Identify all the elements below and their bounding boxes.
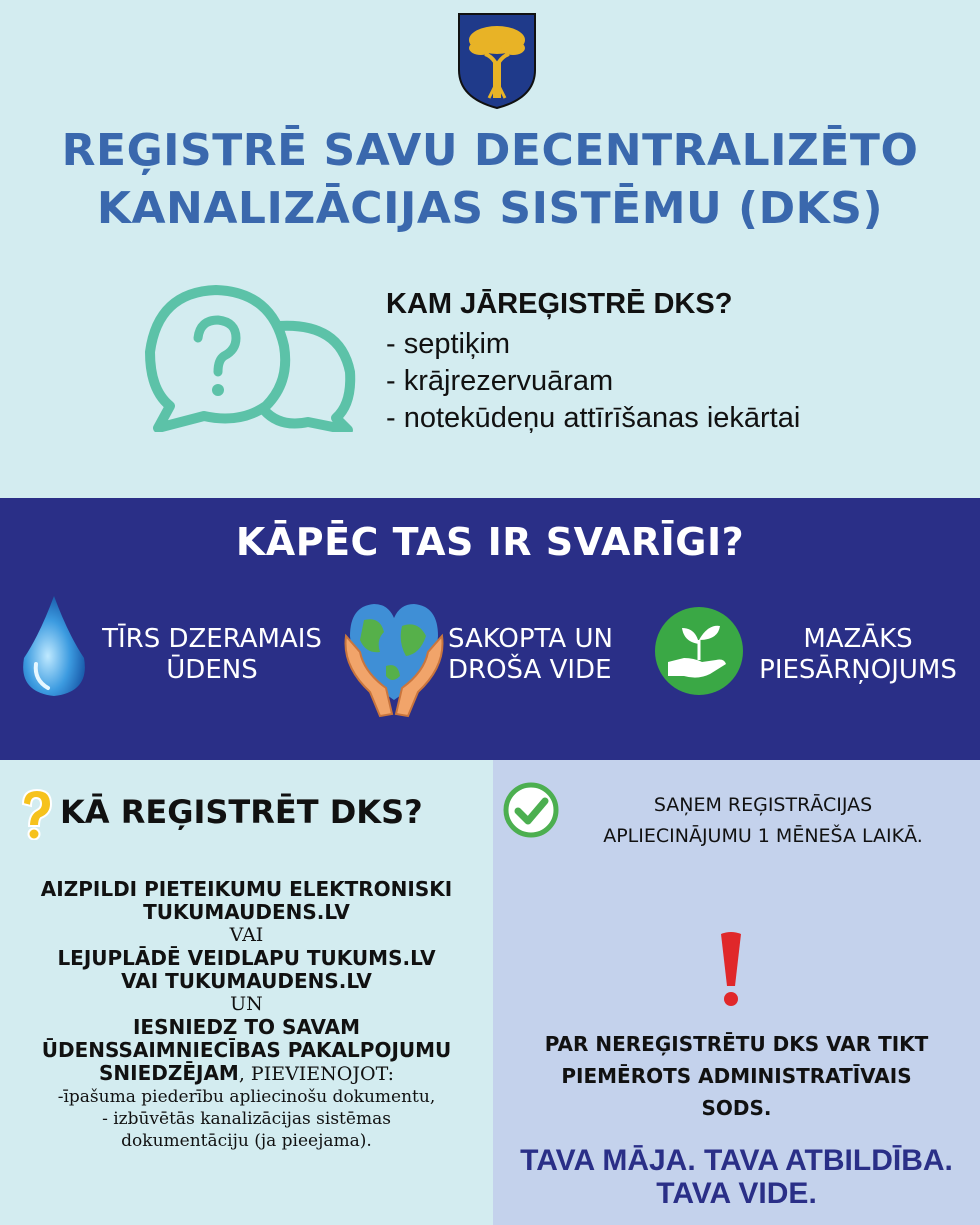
- list-item: - krājrezervuāram: [386, 365, 614, 397]
- step-3-line: IESNIEDZ TO SAVAM: [132, 1015, 361, 1039]
- attachment-item: -īpašuma piederību apliecinošu dokumentu,: [57, 1087, 436, 1107]
- penalty-warning: [493, 1028, 980, 1124]
- penalty-line: SODS.: [701, 1096, 772, 1120]
- provider-word: SNIEDZĒJAM: [99, 1061, 239, 1085]
- certificate-info: [553, 790, 973, 852]
- who-must-register-heading: KAM JĀREĢISTRĒ DKS?: [386, 288, 733, 320]
- list-item: - notekūdeņu attīrīšanas iekārtai: [386, 402, 801, 434]
- benefit-line: TĪRS DZERAMAIS: [102, 624, 322, 654]
- benefit-clean-water: [96, 624, 328, 686]
- list-item: - septiķim: [386, 328, 511, 360]
- attaching-text: , PIEVIENOJOT:: [238, 1063, 394, 1085]
- checkmark-circle-icon: [503, 782, 559, 838]
- step-1-line: AIZPILDI PIETEIKUMU ELEKTRONISKI: [40, 877, 453, 901]
- penalty-line: PIEMĒROTS ADMINISTRATĪVAIS: [561, 1064, 912, 1088]
- why-important-heading: KĀPĒC TAS IR SVARĪGI?: [235, 520, 745, 564]
- benefit-line: ŪDENS: [166, 655, 258, 685]
- attachment-item: dokumentāciju (ja pieejama).: [121, 1131, 372, 1151]
- benefit-line: SAKOPTA UN: [448, 624, 613, 654]
- why-important-band: [0, 498, 980, 760]
- slogan-line: TAVA MĀJA. TAVA ATBILDĪBA.: [520, 1144, 953, 1177]
- slogan: [493, 1144, 980, 1210]
- result-panel: [493, 760, 980, 1225]
- how-to-register-heading: KĀ REĢISTRĒT DKS?: [60, 793, 423, 831]
- how-to-register-panel: [0, 760, 493, 1225]
- registration-steps: [0, 878, 493, 1152]
- who-list: [386, 326, 800, 437]
- step-2-line: VAI TUKUMAUDENS.LV: [121, 969, 372, 993]
- step-3-line: [0, 1062, 493, 1086]
- certificate-line: SAŅEM REĢISTRĀCIJAS: [653, 794, 873, 816]
- exclamation-icon: [713, 930, 749, 1010]
- question-mark-icon: [15, 788, 55, 840]
- benefit-line: MAZĀKS: [803, 624, 913, 654]
- and-separator: UN: [230, 993, 263, 1015]
- slogan-line: TAVA VIDE.: [656, 1177, 817, 1210]
- or-separator: VAI: [229, 924, 264, 946]
- question-speech-bubbles-icon: [140, 282, 360, 432]
- header-section: [0, 0, 980, 498]
- plant-in-hand-icon: [654, 606, 744, 696]
- benefit-line: PIESĀRŅOJUMS: [759, 655, 957, 685]
- benefit-safe-environment: [448, 624, 638, 686]
- tree-crest-icon: [455, 10, 539, 110]
- water-drop-icon: [18, 594, 90, 698]
- benefit-less-pollution: [750, 624, 966, 686]
- page-title: [0, 122, 980, 238]
- certificate-line: APLIECINĀJUMU 1 MĒNEŠA LAIKĀ.: [603, 825, 923, 847]
- benefit-line: DROŠA VIDE: [448, 655, 612, 685]
- step-2-line: LEJUPLĀDĒ VEIDLAPU TUKUMS.LV: [57, 946, 436, 970]
- penalty-line: PAR NEREĢISTRĒTU DKS VAR TIKT: [544, 1032, 929, 1056]
- title-line-2: KANALIZĀCIJAS SISTĒMU (DKS): [96, 183, 884, 234]
- globe-in-hands-icon: [340, 596, 448, 718]
- attachment-item: - izbūvētās kanalizācijas sistēmas: [102, 1109, 391, 1129]
- step-3-line: ŪDENSSAIMNIECĪBAS PAKALPOJUMU: [41, 1038, 452, 1062]
- title-line-1: REĢISTRĒ SAVU DECENTRALIZĒTO: [61, 125, 919, 176]
- step-1-link: TUKUMAUDENS.LV: [143, 900, 350, 924]
